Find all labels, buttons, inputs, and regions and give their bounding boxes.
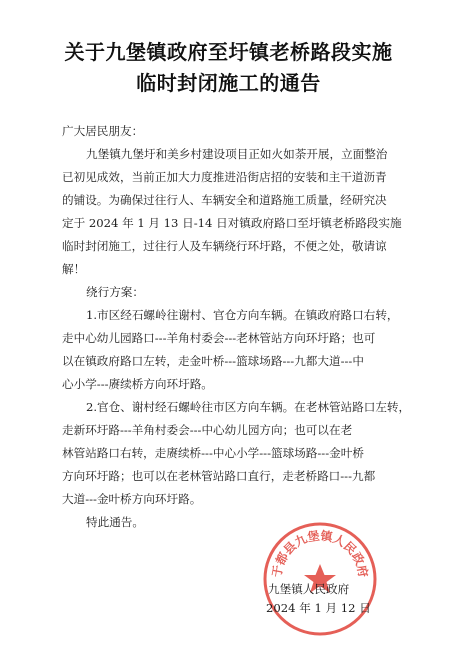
body-line: 九堡镇九堡圩和美乡村建设项目正如火如荼开展，立面整治	[86, 147, 388, 161]
plan1-line: 1.市区经石螺岭往谢村、官仓方向车辆。在镇政府路口右转，	[86, 308, 399, 322]
body-line: 的铺设。为确保过往行人、车辆安全和道路施工质量，经研究决	[62, 193, 387, 207]
signature-date: 2024 年 1 月 12 日	[266, 601, 371, 615]
plan-heading: 绕行方案：	[86, 285, 144, 299]
body-line: 定于 2024 年 1 月 13 日-14 日对镇政府路口至圩镇老桥路段实施	[62, 216, 402, 230]
official-seal	[261, 520, 379, 638]
signature-org: 九堡镇人民政府	[268, 582, 350, 596]
greeting: 广大居民朋友：	[62, 124, 144, 138]
plan1-line: 走中心幼儿园路口---羊角村委会---老林管站方向环圩路；也可	[62, 331, 376, 345]
notice-title-line2: 临时封闭施工的通告	[136, 71, 321, 95]
seal-text: 于都县九堡镇人民政府	[269, 528, 371, 579]
plan2-line: 大道---金叶桥方向环圩路。	[62, 492, 202, 506]
plan2-line: 2.官仓、谢村经石螺岭往市区方向车辆。在老林管站路口左转，	[86, 400, 411, 414]
plan2-line: 方向环圩路；也可以在老林管站路口直行，走老桥路口---九都	[62, 469, 376, 483]
plan1-line: 以在镇政府路口左转，走金叶桥---篮球场路---九都大道---中	[62, 354, 364, 368]
notice-title-line1: 关于九堡镇政府至圩镇老桥路段实施	[64, 40, 393, 64]
closing-text: 特此通告。	[86, 515, 144, 529]
body-line: 已初见成效，当前正加大力度推进沿街店招的安装和主干道沥青	[62, 170, 387, 184]
plan2-line: 走新环圩路---羊角村委会---中心幼儿园方向；也可以在老	[62, 423, 353, 437]
body-line: 解！	[62, 262, 86, 276]
body-line: 临时封闭施工，过往行人及车辆绕行环圩路，不便之处，敬请谅	[62, 239, 387, 253]
plan2-line: 林管站路口右转，走赓续桥---中心小学---篮球场路---金叶桥	[62, 446, 364, 460]
plan1-line: 心小学---赓续桥方向环圩路。	[62, 377, 213, 391]
